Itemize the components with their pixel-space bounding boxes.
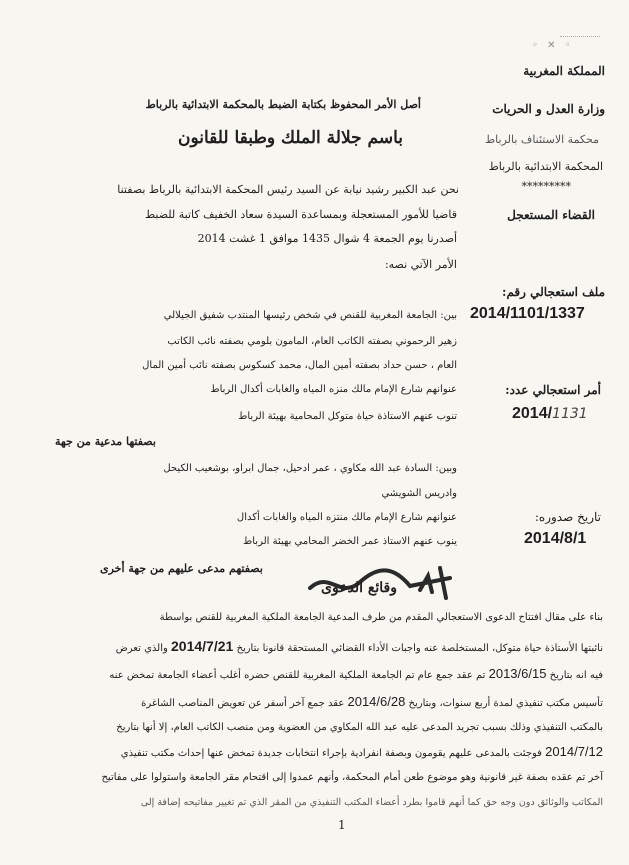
facts-line-4-a: تأسيس مكتب تنفيذي لمدة أربع سنوات، وبتاريخ bbox=[408, 698, 603, 709]
facts-date-3: 2014/6/28 bbox=[347, 694, 406, 709]
intro-line-3: أصدرنا يوم الجمعة 4 شوال 1435 موافق 1 غشت 2014 bbox=[197, 232, 457, 245]
plaintiff-line-2: زهير الرحموني بصفته الكاتب العام، المامون بلومي بصفته نائب الكاتب bbox=[167, 336, 457, 347]
plaintiff-line-5: تنوب عنهم الاستاذة حياة متوكل المحامية بهيئة الرباط bbox=[238, 411, 457, 422]
facts-line-5: بالمكتب التنفيذي وذلك بسبب تجريد المدعى عليه عبد الله المكاوي من العضوية ومن منصب الكاتب العام، إلا أنها بتاريخ bbox=[116, 722, 603, 733]
defendant-line-4: ينوب عنهم الاستاذ عمر الخضر المحامي بهيئة الرباط bbox=[242, 536, 457, 547]
page-number: 1 bbox=[338, 818, 346, 832]
facts-line-7: آخر تم عقده بصفة غير قانونية وهو موضوع طعن أمام المحكمة، وأنهم عمدوا إلى اقتحام مقر الجامعة واستولوا على مفاتيح bbox=[101, 772, 603, 783]
facts-line-4 bbox=[141, 694, 603, 709]
facts-date-4: 2014/7/12 bbox=[545, 744, 603, 759]
issue-date-label: تاريخ صدوره: bbox=[534, 510, 601, 524]
first-instance-court: المحكمة الابتدائية بالرباط bbox=[488, 160, 603, 173]
order-number-year: 2014/ bbox=[512, 405, 553, 422]
facts-line-2-b: والذي تعرض bbox=[115, 643, 168, 654]
order-number-label: أمر استعجالي عدد: bbox=[505, 383, 601, 397]
file-number-label: ملف استعجالي رقم: bbox=[502, 285, 605, 299]
plaintiff-role: بصفتها مدعية من جهة bbox=[55, 435, 156, 448]
defendant-line-3: عنوانهم شارع الإمام مالك منتزه المياه والغابات أكدال bbox=[236, 512, 457, 523]
facts-line-3-b: تم عقد جمع عام تم الجامعة الملكية المغربية للقنص حضره أغلب أعضاء الجامعة تمخض عنه bbox=[109, 670, 486, 681]
facts-date-1: 2014/7/21 bbox=[171, 638, 234, 654]
original-note: أصل الأمر المحفوظ بكتابة الضبط بالمحكمة الابتدائية بالرباط bbox=[145, 98, 421, 111]
facts-line-4-b: عقد جمع آخر أسفر عن تعويض المناصب الشاغرة bbox=[141, 698, 345, 709]
facts-line-3 bbox=[109, 666, 603, 681]
facts-line-1: بناء على مقال افتتاح الدعوى الاستعجالي المقدم من طرف المدعية الجامعة الملكية المغربية للقنص بواسطة bbox=[159, 612, 603, 623]
facts-line-3-a: فيه انه بتاريخ bbox=[549, 670, 603, 681]
ministry-title: وزارة العدل و الحريات bbox=[492, 102, 605, 116]
kingdom-title: المملكة المغربية bbox=[523, 64, 605, 78]
file-number: 2014/1101/1337 bbox=[470, 305, 585, 322]
corner-stamp-mark: ◦ ✕ ◦ bbox=[532, 40, 574, 51]
facts-line-6 bbox=[121, 744, 603, 759]
plaintiff-line-4: عنوانهم شارع الإمام مالك منزه المياه والغابات أكدال الرباط bbox=[210, 384, 457, 395]
facts-date-2: 2013/6/15 bbox=[488, 666, 547, 681]
royal-title: باسم جلالة الملك وطبقا للقانون bbox=[177, 128, 403, 148]
plaintiff-line-3: العام ، حسن حداد بصفته أمين المال، محمد كسكوس بصفته نائب أمين المال bbox=[142, 360, 457, 371]
order-number-handwritten: 1131 bbox=[552, 406, 588, 422]
facts-line-8: المكاتب والوثائق دون وجه حق كما أنهم قاموا بطرد أعضاء المكتب التنفيذي من المقر الذي تم تغيير مفاتيحه إضافة إلى bbox=[140, 797, 603, 808]
defendant-line-1: وبين: السادة عبد الله مكاوي ، عمر ادحيل، جمال ابراو، بوشعيب الكيحل bbox=[163, 463, 457, 474]
defendant-line-2: وادريس الشويشي bbox=[381, 488, 457, 499]
corner-stamp-icon bbox=[560, 22, 600, 37]
facts-heading: وقائع الدعوى bbox=[321, 580, 397, 596]
order-number bbox=[512, 405, 588, 423]
defendant-role: بصفتهم مدعى عليهم من جهة أخرى bbox=[100, 562, 263, 575]
facts-line-2 bbox=[116, 638, 603, 654]
facts-line-2-a: نائبتها الأستاذة حياة متوكل، المستخلصة عنه واجبات الأداء القضائي المستحقة قانونا بتاريخ bbox=[236, 643, 603, 654]
stars-divider: ********* bbox=[521, 180, 571, 193]
intro-line-2: قاضيا للأمور المستعجلة وبمساعدة السيدة سعاد الخفيف كاتبة للضبط bbox=[144, 208, 457, 221]
section-title: القضاء المستعجل bbox=[507, 208, 595, 222]
plaintiff-line-1: بين: الجامعة المغربية للقنص في شخص رئيسها المنتدب شفيق الجيلالي bbox=[163, 310, 457, 321]
facts-line-6-b: فوجئت بالمدعى عليهم يقومون وبصفة انفرادية بإجراء انتخابات جديدة تمخض عنها إحداث مكتب تنفيذي bbox=[120, 748, 542, 759]
issue-date: 2014/8/1 bbox=[524, 530, 587, 547]
intro-line-1: نحن عبد الكبير رشيد نيابة عن السيد رئيس المحكمة الابتدائية بالرباط بصفتنا bbox=[117, 183, 459, 196]
intro-line-4: الأمر الآتي نصه: bbox=[384, 258, 457, 271]
appeal-court: محكمة الاستئناف بالرباط bbox=[485, 133, 599, 146]
